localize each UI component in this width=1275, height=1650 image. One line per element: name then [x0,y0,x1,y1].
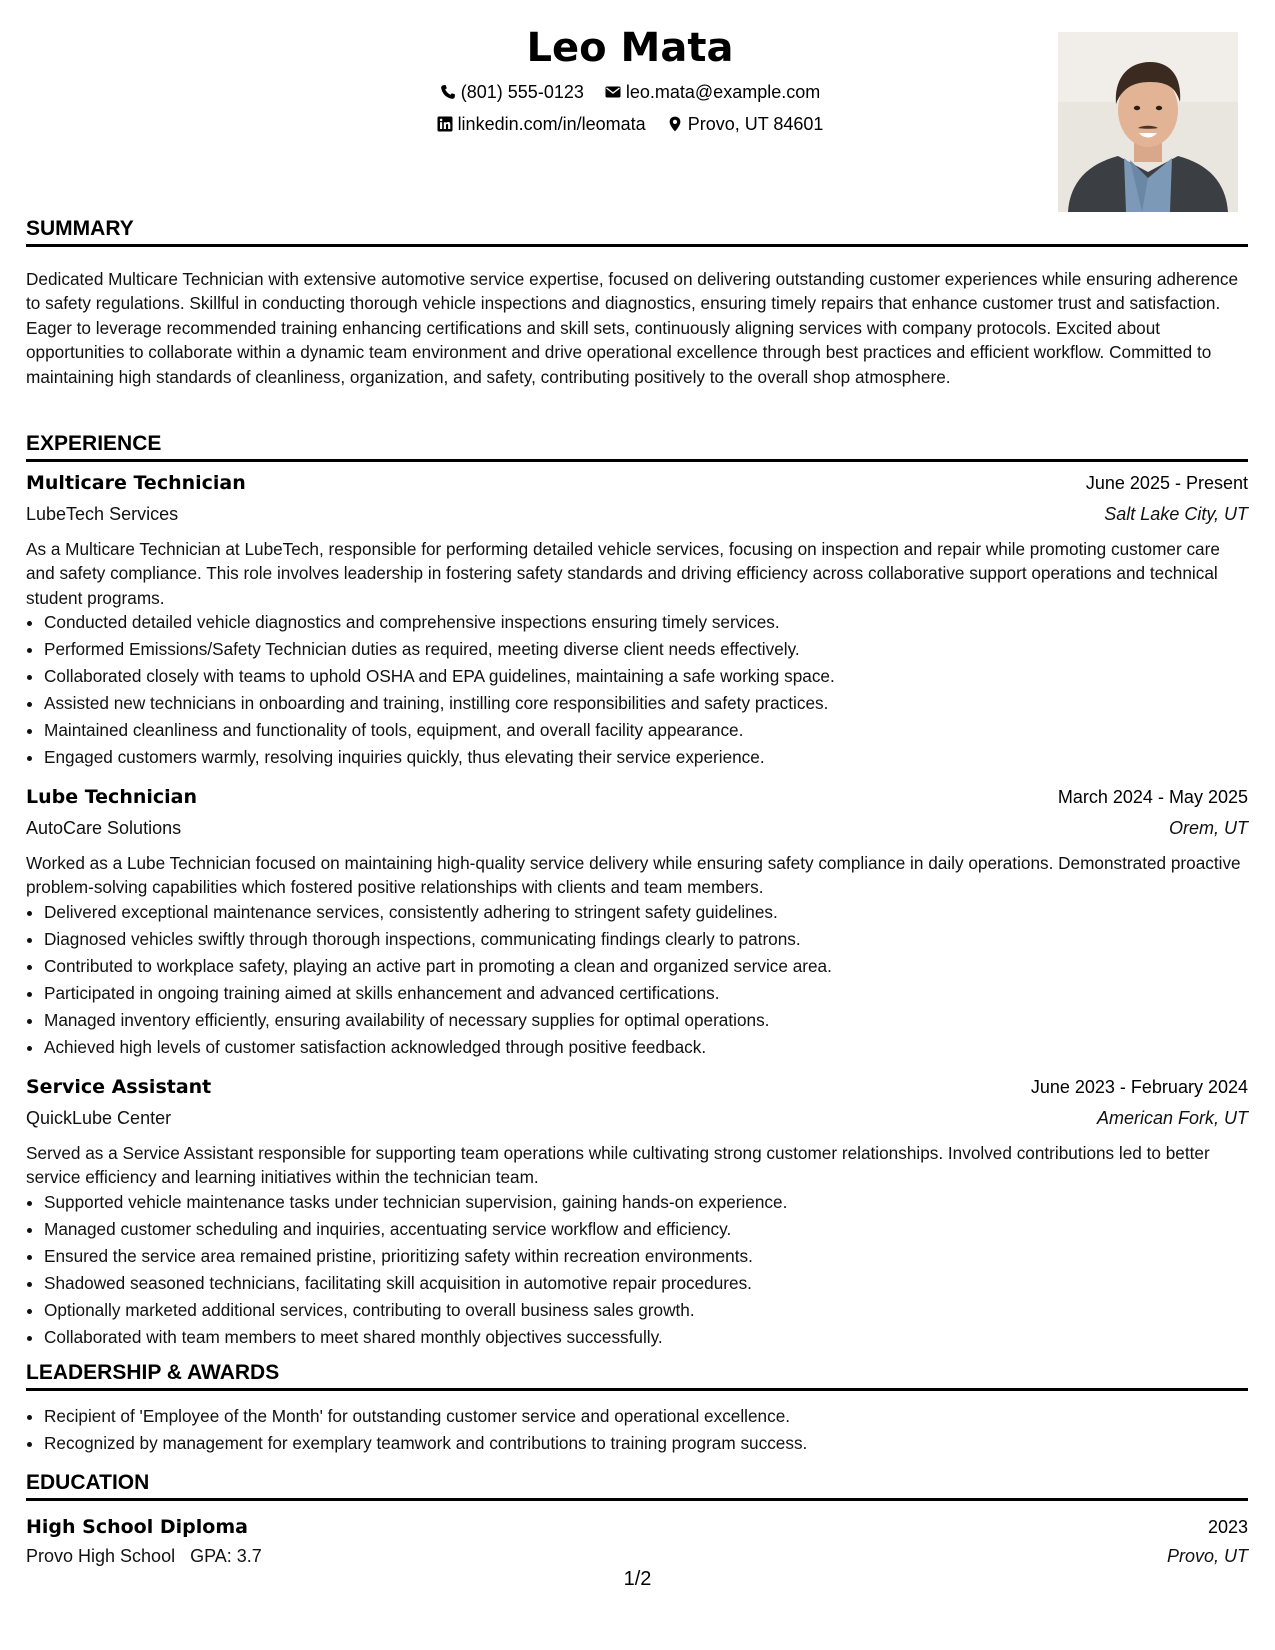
list-item: • Contributed to workplace safety, playing an active part in promoting a clean and organized service area. [44,953,1266,980]
degree-title: High School Diploma [26,1516,248,1538]
phone-contact [440,80,584,104]
job-title: Service Assistant [26,1076,212,1098]
location-contact [667,112,824,136]
email-contact[interactable] [605,80,820,104]
email-text[interactable]: leo.mata@example.com [625,82,821,102]
phone-icon [440,84,456,100]
education-heading: EDUCATION [26,1470,1248,1501]
summary-heading: SUMMARY [26,216,1248,247]
list-item: • Participated in ongoing training aimed at skills enhancement and advanced certifications. [44,980,1266,1007]
summary-text: Dedicated Multicare Technician with extensive automotive service expertise, focused on delivering outstanding customer experiences while ensuring adherence to safety regulations. Skillful in conducting thorough vehicle inspections and diagnostics, ensuring timely repairs that enhance customer trust and satisfaction. Eager to leverage recommended training enhancing certifications and skill sets, continuously aligning services with company protocols. Excited about opportunities to collaborate within a dynamic team environment and drive operational excellence through best practices and efficient workflow. Committed to maintaining high standards of cleanliness, organization, and safety, contributing positively to the overall shop atmosphere. [26,269,1239,387]
graduation-year: 2023 [1207,1517,1248,1537]
job-description: As a Multicare Technician at LubeTech, responsible for performing detailed vehicle services, focusing on inspection and repair while promoting customer care and safety compliance. This role involves leadership in fostering safety standards and driving efficiency across collaborative support operations and technical student programs. [26,539,1220,608]
job-dates: June 2025 - Present [1085,473,1248,493]
candidate-name: Leo Mata [526,25,734,71]
profile-photo [1058,32,1238,212]
job-company: QuickLube Center [26,1108,172,1128]
list-item: • Ensured the service area remained pristine, prioritizing safety within recreation environments. [44,1243,1266,1270]
list-item: • Performed Emissions/Safety Technician duties as required, meeting diverse client needs effectively. [44,636,1266,663]
phone-text: (801) 555-0123 [460,82,584,102]
map-pin-icon [667,116,683,132]
location-text: Provo, UT 84601 [687,114,824,134]
school-line: Provo High School GPA: 3.7 [26,1546,262,1566]
list-item: • Diagnosed vehicles swiftly through thorough inspections, communicating findings clearly to patrons. [44,926,1266,953]
list-item: • Delivered exceptional maintenance services, consistently adhering to stringent safety guidelines. [44,899,1266,926]
list-item: • Engaged customers warmly, resolving inquiries quickly, thus elevating their service experience. [44,744,1266,771]
list-item: • Maintained cleanliness and functionality of tools, equipment, and overall facility appearance. [44,717,1266,744]
job-bullets [26,899,1266,1060]
leadership-heading: LEADERSHIP & AWARDS [26,1360,1248,1391]
job-location: American Fork, UT [1096,1108,1248,1128]
linkedin-text[interactable]: linkedin.com/in/leomata [457,114,646,134]
linkedin-icon [437,116,453,132]
job-description: Worked as a Lube Technician focused on maintaining high-quality service delivery while ensuring safety compliance in daily operations. Demonstrated proactive problem-solving capabilities which fostered positive relationships with clients and team members. [26,853,1241,898]
job-location: Salt Lake City, UT [1104,504,1248,524]
list-item: • Shadowed seasoned technicians, facilitating skill acquisition in automotive repair procedures. [44,1270,1266,1297]
job-title: Multicare Technician [26,472,246,494]
job-bullets [26,609,1266,770]
job-location: Orem, UT [1169,818,1248,838]
school-location: Provo, UT [1166,1546,1248,1566]
envelope-icon [605,84,621,100]
list-item: • Managed customer scheduling and inquiries, accentuating service workflow and efficiency. [44,1216,1266,1243]
page-number: 1/2 [623,1568,652,1590]
job-company: LubeTech Services [26,504,179,524]
list-item: • Conducted detailed vehicle diagnostics and comprehensive inspections ensuring timely services. [44,609,1266,636]
experience-heading: EXPERIENCE [26,431,1248,462]
list-item: • Managed inventory efficiently, ensuring availability of necessary supplies for optimal operations. [44,1007,1266,1034]
list-item: • Collaborated with team members to meet shared monthly objectives successfully. [44,1324,1266,1351]
list-item: • Supported vehicle maintenance tasks under technician supervision, gaining hands-on experience. [44,1189,1266,1216]
leadership-bullets [26,1403,1266,1457]
linkedin-contact[interactable] [437,112,646,136]
job-title: Lube Technician [26,786,198,808]
list-item: • Collaborated closely with teams to uphold OSHA and EPA guidelines, maintaining a safe working space. [44,663,1266,690]
job-dates: March 2024 - May 2025 [1057,787,1248,807]
job-description: Served as a Service Assistant responsible for supporting team operations while cultivating strong customer relationships. Involved contributions led to better service efficiency and learning initiatives within the technician team. [26,1143,1210,1188]
list-item: • Recipient of 'Employee of the Month' for outstanding customer service and operational excellence. [44,1403,1266,1430]
list-item: • Assisted new technicians in onboarding and training, instilling core responsibilities and safety practices. [44,690,1266,717]
list-item: • Recognized by management for exemplary teamwork and contributions to training program success. [44,1430,1266,1457]
list-item: • Optionally marketed additional services, contributing to overall business sales growth. [44,1297,1266,1324]
job-dates: June 2023 - February 2024 [1030,1077,1248,1097]
job-bullets [26,1189,1266,1350]
job-company: AutoCare Solutions [26,818,182,838]
list-item: • Achieved high levels of customer satisfaction acknowledged through positive feedback. [44,1034,1266,1061]
